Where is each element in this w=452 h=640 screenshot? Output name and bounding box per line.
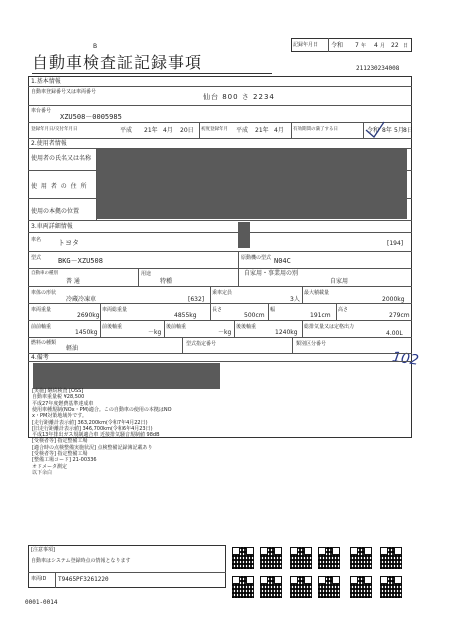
record-date-day: 22 <box>391 42 399 49</box>
remarks-line: [受検者等] 指定整備工場 <box>32 451 88 457</box>
form-variant-mark: B <box>93 43 98 50</box>
vehicle-type-label: 自動車の種別 <box>31 271 58 276</box>
remarks-line: [整備工場コード] 21-00336 <box>32 457 97 464</box>
notice-text: 自動車はシステム登録時点の情報となります <box>31 558 131 564</box>
qr-code-8 <box>260 576 282 598</box>
rear-front-axle-value: －kg <box>218 329 232 336</box>
vehicle-weight-value: 2690kg <box>77 312 100 319</box>
vehicle-id-value: T9465PF3261220 <box>58 576 109 583</box>
qr-code-1 <box>232 547 254 569</box>
vehicle-type-value: 普 通 <box>66 278 80 285</box>
fuel-type-label: 燃料の種類 <box>31 340 57 346</box>
base-location-label: 使用の本拠の位置 <box>31 208 80 215</box>
length-label: 長さ <box>212 307 223 313</box>
remarks-line: x・PM対策地域外です。 <box>32 413 87 420</box>
capacity-value: 3人 <box>290 296 300 303</box>
page-code: 0001-0014 <box>25 599 58 606</box>
qr-code-11 <box>350 576 372 598</box>
page-title: 自動車検査証記録事項 <box>32 53 203 72</box>
capacity-label: 乗車定員 <box>212 290 233 296</box>
remarks-line: [受検者等] 指定整備工場 <box>32 438 88 445</box>
remarks-line: [走行距離計表示値] 363,200km(令和7年4月22日) <box>32 419 148 426</box>
record-date-era: 令和 <box>331 42 344 49</box>
title-underline <box>32 73 272 74</box>
maker-label: 車名 <box>31 237 42 243</box>
chassis-number-label: 車台番号 <box>31 108 52 114</box>
registration-number-label: 自動車登録番号又は車両番号 <box>31 89 97 95</box>
section-basic-info-title: 1.基本情報 <box>31 78 61 85</box>
maker-code: [194] <box>387 240 404 247</box>
private-business-label: 自家用・事業用の別 <box>244 270 299 277</box>
section-user-info-title: 2.使用者情報 <box>31 140 67 147</box>
remarks-line: 平成27年度燃費基準達成車 <box>32 400 94 407</box>
rear-front-axle-label: 後前軸重 <box>166 324 187 330</box>
handwritten-note: 102 <box>391 349 420 369</box>
fuel-type-value: 軽油 <box>66 345 79 352</box>
height-label: 高さ <box>338 307 349 313</box>
max-load-value: 2000kg <box>382 296 405 303</box>
maker-value: トヨタ <box>58 239 79 247</box>
private-business-value: 自家用 <box>330 278 349 285</box>
gross-weight-label: 車両総重量 <box>102 307 128 313</box>
qr-code-7 <box>232 576 254 598</box>
remarks-line: 以下余白 <box>32 469 53 476</box>
qr-code-4 <box>318 547 340 569</box>
qr-code-9 <box>290 576 312 598</box>
redacted-user-info <box>97 149 407 219</box>
user-address-label: 使 用 者 の 住 所 <box>31 183 88 190</box>
registration-date-day: 20日 <box>180 127 194 134</box>
expiry-date-label: 有効期間の満了する日 <box>293 127 338 132</box>
qr-code-6 <box>380 547 402 569</box>
engine-model-value: N04C <box>274 257 291 265</box>
length-value: 500cm <box>244 312 265 319</box>
type-designation-label: 型式指定番号 <box>186 341 217 347</box>
model-label: 型式 <box>31 255 42 261</box>
first-registration-month: 4月 <box>274 127 284 134</box>
front-front-axle-value: 1450kg <box>75 329 98 336</box>
section-remarks-title: 4.備考 <box>31 354 49 361</box>
front-rear-axle-value: －kg <box>148 329 162 336</box>
registration-number-value: 仙台 800 さ 2234 <box>203 93 275 101</box>
body-shape-label: 車体の形状 <box>31 290 57 296</box>
model-value: BKG－XZU508 <box>58 257 103 265</box>
use-value: 特種 <box>160 278 173 285</box>
body-shape-value: 冷蔵冷凍車 <box>66 296 97 303</box>
front-rear-axle-label: 前後軸重 <box>102 324 123 330</box>
remarks-line: 使用車種規制(NOx・PM)適合。この自動車の使用の本拠はNO <box>32 406 172 413</box>
registration-date-label: 登録年月日/交付年月日 <box>31 127 78 132</box>
vehicle-weight-label: 車両重量 <box>31 307 52 313</box>
handwritten-check-mark <box>364 120 386 140</box>
record-date-month: 4 <box>374 42 378 49</box>
displacement-value: 4.00L <box>386 330 403 337</box>
registration-date-month: 4月 <box>163 127 173 134</box>
remarks-line: 平成13年排出ガス規制適合車 近接排気騒音規制値 98dB <box>32 432 160 439</box>
engine-model-label: 原動機の型式 <box>241 255 272 261</box>
record-date-year: 7 <box>355 42 359 49</box>
width-value: 191cm <box>310 312 331 319</box>
body-shape-code: [632] <box>188 296 205 303</box>
registration-date-year: 21年 <box>144 127 158 134</box>
width-label: 幅 <box>270 307 276 313</box>
notice-title: [注意事項] <box>31 547 55 553</box>
remarks-line: [実施] 継続検査 [OSS] <box>32 388 84 394</box>
expiry-date-month: 5月 <box>394 127 404 134</box>
remarks-line: オドメータ測定 <box>32 463 67 470</box>
expiry-date-year: 8年 <box>382 127 392 134</box>
qr-code-10 <box>318 576 340 598</box>
qr-code-3 <box>290 547 312 569</box>
displacement-label: 総排気量又は定格出力 <box>304 324 355 330</box>
record-date-label: 記録年月日 <box>293 42 319 48</box>
gross-weight-value: 4855kg <box>174 312 197 319</box>
remarks-line: [適合時の点検整備実施状況] 点検整備記録簿記載あり <box>32 444 153 451</box>
first-registration-year: 21年 <box>255 127 269 134</box>
user-name-label: 使用者の氏名又は名称 <box>31 155 92 162</box>
first-registration-label: 初度登録年月 <box>201 127 228 132</box>
registration-date-era: 平成 <box>120 127 133 134</box>
class-number-label: 類別区分番号 <box>296 341 327 347</box>
rear-rear-axle-label: 後後軸重 <box>236 324 257 330</box>
height-value: 279cm <box>389 312 410 319</box>
remarks-line: [旧走行距離計表示値] 346,700km(令和6年4月23日) <box>32 425 153 432</box>
qr-code-5 <box>350 547 372 569</box>
vehicle-id-label: 車両ID <box>31 576 47 582</box>
qr-code-12 <box>380 576 402 598</box>
first-registration-era: 平成 <box>236 127 249 134</box>
rear-rear-axle-value: 1240kg <box>275 329 298 336</box>
section-vehicle-details-title: 3.車両詳細情報 <box>31 223 73 230</box>
use-label: 用途 <box>141 271 152 277</box>
qr-code-2 <box>260 547 282 569</box>
redacted-remarks <box>33 363 220 389</box>
remarks-line: 自動車重量税 ¥28,500 <box>32 394 85 401</box>
chassis-number-value: XZU508－0005985 <box>60 113 122 121</box>
redacted-mark <box>238 222 250 248</box>
expiry-date-day: 8日 <box>403 127 413 134</box>
document-number: 211230234008 <box>356 65 400 72</box>
max-load-label: 最大積載量 <box>304 290 330 296</box>
front-front-axle-label: 前前軸重 <box>31 324 52 330</box>
expiry-date-era: 令和 <box>367 127 380 134</box>
